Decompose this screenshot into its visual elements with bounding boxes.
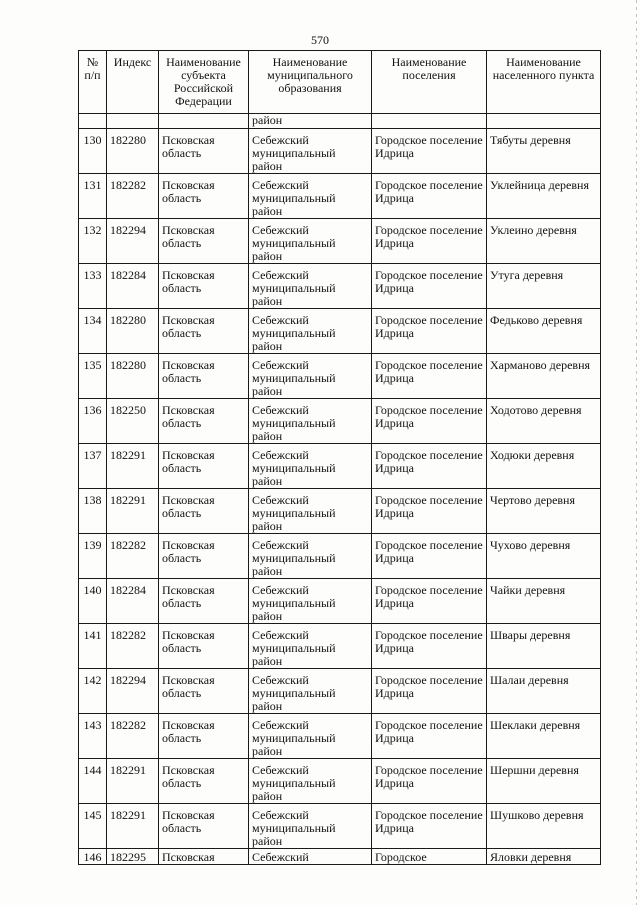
cell-locality: Харманово деревня bbox=[487, 354, 601, 399]
cell-municipality: Себежский муниципальный район bbox=[249, 714, 372, 759]
cell-index: 182280 bbox=[107, 354, 159, 399]
cell-settlement: Городское поселение Идрица bbox=[372, 219, 487, 264]
table-body bbox=[79, 114, 601, 849]
cell-number: 131 bbox=[79, 174, 107, 219]
cell-number: 140 bbox=[79, 579, 107, 624]
cell-locality: Чертово деревня bbox=[487, 489, 601, 534]
table-header-row bbox=[79, 51, 601, 114]
cell-municipality: Себежский муниципальный район bbox=[249, 759, 372, 804]
cell-municipality: Себежский муниципальный район bbox=[249, 219, 372, 264]
cell-index: 182291 bbox=[107, 489, 159, 534]
cell-settlement: Городское поселение Идрица bbox=[372, 174, 487, 219]
cell-number: 146 bbox=[79, 849, 107, 865]
cell-locality: Уклейница деревня bbox=[487, 174, 601, 219]
cell-locality: Федьково деревня bbox=[487, 309, 601, 354]
cell-settlement: Городское поселение Идрица bbox=[372, 129, 487, 174]
cell-locality: Утуга деревня bbox=[487, 264, 601, 309]
cell-locality: Швары деревня bbox=[487, 624, 601, 669]
cell-municipality: Себежский муниципальный район bbox=[249, 309, 372, 354]
cell-number: 130 bbox=[79, 129, 107, 174]
cell-index: 182280 bbox=[107, 309, 159, 354]
cell-index: 182294 bbox=[107, 219, 159, 264]
table-row bbox=[79, 129, 601, 174]
cell-municipality: Себежский муниципальный район bbox=[249, 129, 372, 174]
cell-index: 182291 bbox=[107, 759, 159, 804]
cell-subject: Псковская область bbox=[159, 714, 249, 759]
cell-locality: Чухово деревня bbox=[487, 534, 601, 579]
cell-index: 182284 bbox=[107, 264, 159, 309]
cell-settlement: Городское поселение Идрица bbox=[372, 444, 487, 489]
header-subject: Наименование субъекта Российской Федерации bbox=[159, 51, 249, 114]
cell-municipality: Себежский муниципальный район bbox=[249, 354, 372, 399]
cell-index: 182280 bbox=[107, 129, 159, 174]
cell-settlement: Городское поселение Идрица bbox=[372, 399, 487, 444]
table-row bbox=[79, 624, 601, 669]
table-row bbox=[79, 714, 601, 759]
cell-subject: Псковская область bbox=[159, 219, 249, 264]
cell-number: 135 bbox=[79, 354, 107, 399]
cell-municipality: Себежский муниципальный район bbox=[249, 264, 372, 309]
table-row-partial bbox=[79, 849, 601, 865]
cell-locality: Шершни деревня bbox=[487, 759, 601, 804]
cell-settlement: Городское bbox=[372, 849, 487, 865]
cell-subject: Псковская область bbox=[159, 489, 249, 534]
cell-number: 134 bbox=[79, 309, 107, 354]
cell-subject: Псковская область bbox=[159, 579, 249, 624]
table-row bbox=[79, 399, 601, 444]
cell-settlement: Городское поселение Идрица bbox=[372, 354, 487, 399]
cell-index: 182291 bbox=[107, 444, 159, 489]
cell-municipality: Себежский муниципальный район bbox=[249, 669, 372, 714]
cell-settlement: Городское поселение Идрица bbox=[372, 669, 487, 714]
cell-municipality: Себежский муниципальный район bbox=[249, 399, 372, 444]
cell-settlement: Городское поселение Идрица bbox=[372, 489, 487, 534]
table-row bbox=[79, 219, 601, 264]
table-row bbox=[79, 759, 601, 804]
header-number: № п/п bbox=[79, 51, 107, 114]
table-row bbox=[79, 489, 601, 534]
cell-settlement: Городское поселение Идрица bbox=[372, 579, 487, 624]
cell-municipality: Себежский муниципальный район bbox=[249, 444, 372, 489]
cell-index: 182284 bbox=[107, 579, 159, 624]
cell-index: 182291 bbox=[107, 804, 159, 849]
cell-subject bbox=[159, 114, 249, 129]
cell-municipality: Себежский муниципальный район bbox=[249, 624, 372, 669]
cell-number: 142 bbox=[79, 669, 107, 714]
cell-municipality: район bbox=[249, 114, 372, 129]
cell-municipality: Себежский муниципальный район bbox=[249, 174, 372, 219]
table-row bbox=[79, 264, 601, 309]
cell-settlement: Городское поселение Идрица bbox=[372, 534, 487, 579]
cell-number: 143 bbox=[79, 714, 107, 759]
cell-settlement: Городское поселение Идрица bbox=[372, 309, 487, 354]
cell-locality: Шалаи деревня bbox=[487, 669, 601, 714]
header-municipality: Наименование муниципального образования bbox=[249, 51, 372, 114]
cell-subject: Псковская область bbox=[159, 129, 249, 174]
cell-municipality: Себежский bbox=[249, 849, 372, 865]
cell-settlement: Городское поселение Идрица bbox=[372, 759, 487, 804]
cell-number bbox=[79, 114, 107, 129]
cell-locality: Уклеино деревня bbox=[487, 219, 601, 264]
scan-edge-artifact bbox=[636, 0, 637, 905]
cell-subject: Псковская область bbox=[159, 264, 249, 309]
cell-index: 182282 bbox=[107, 534, 159, 579]
table-row bbox=[79, 534, 601, 579]
cell-index: 182282 bbox=[107, 624, 159, 669]
cell-number: 145 bbox=[79, 804, 107, 849]
table-row bbox=[79, 354, 601, 399]
cell-subject: Псковская область bbox=[159, 444, 249, 489]
cell-locality: Яловки деревня bbox=[487, 849, 601, 865]
cell-number: 141 bbox=[79, 624, 107, 669]
cell-subject: Псковская область bbox=[159, 354, 249, 399]
cell-index: 182282 bbox=[107, 714, 159, 759]
cell-subject: Псковская область bbox=[159, 669, 249, 714]
cell-subject: Псковская область bbox=[159, 399, 249, 444]
cell-subject: Псковская область bbox=[159, 174, 249, 219]
cell-number: 139 bbox=[79, 534, 107, 579]
cell-settlement: Городское поселение Идрица bbox=[372, 714, 487, 759]
header-settlement: Наименование поселения bbox=[372, 51, 487, 114]
table-row bbox=[79, 174, 601, 219]
table-row bbox=[79, 444, 601, 489]
cell-locality: Ходотово деревня bbox=[487, 399, 601, 444]
cell-municipality: Себежский муниципальный район bbox=[249, 579, 372, 624]
cell-settlement bbox=[372, 114, 487, 129]
cell-index: 182295 bbox=[107, 849, 159, 865]
cell-subject: Псковская область bbox=[159, 534, 249, 579]
settlements-table bbox=[78, 50, 601, 865]
table-row bbox=[79, 309, 601, 354]
cell-municipality: Себежский муниципальный район bbox=[249, 489, 372, 534]
cell-locality: Тябуты деревня bbox=[487, 129, 601, 174]
header-index: Индекс bbox=[107, 51, 159, 114]
header-locality: Наименование населенного пункта bbox=[487, 51, 601, 114]
cell-number: 137 bbox=[79, 444, 107, 489]
continuation-row bbox=[79, 114, 601, 129]
cell-subject: Псковская bbox=[159, 849, 249, 865]
cell-municipality: Себежский муниципальный район bbox=[249, 534, 372, 579]
cell-locality: Ходюки деревня bbox=[487, 444, 601, 489]
cell-number: 133 bbox=[79, 264, 107, 309]
cell-index: 182282 bbox=[107, 174, 159, 219]
table-row bbox=[79, 669, 601, 714]
cell-locality bbox=[487, 114, 601, 129]
cell-number: 132 bbox=[79, 219, 107, 264]
cell-municipality: Себежский муниципальный район bbox=[249, 804, 372, 849]
cell-settlement: Городское поселение Идрица bbox=[372, 264, 487, 309]
cell-subject: Псковская область bbox=[159, 804, 249, 849]
cell-index: 182294 bbox=[107, 669, 159, 714]
cell-locality: Шеклаки деревня bbox=[487, 714, 601, 759]
cell-settlement: Городское поселение Идрица bbox=[372, 804, 487, 849]
cell-subject: Псковская область bbox=[159, 309, 249, 354]
cell-index bbox=[107, 114, 159, 129]
cell-subject: Псковская область bbox=[159, 759, 249, 804]
cell-subject: Псковская область bbox=[159, 624, 249, 669]
cell-number: 144 bbox=[79, 759, 107, 804]
cell-locality: Шушково деревня bbox=[487, 804, 601, 849]
cell-locality: Чайки деревня bbox=[487, 579, 601, 624]
cell-index: 182250 bbox=[107, 399, 159, 444]
cell-number: 138 bbox=[79, 489, 107, 534]
cell-number: 136 bbox=[79, 399, 107, 444]
page-number: 570 bbox=[311, 33, 329, 47]
cell-settlement: Городское поселение Идрица bbox=[372, 624, 487, 669]
table-row bbox=[79, 579, 601, 624]
table-row bbox=[79, 804, 601, 849]
